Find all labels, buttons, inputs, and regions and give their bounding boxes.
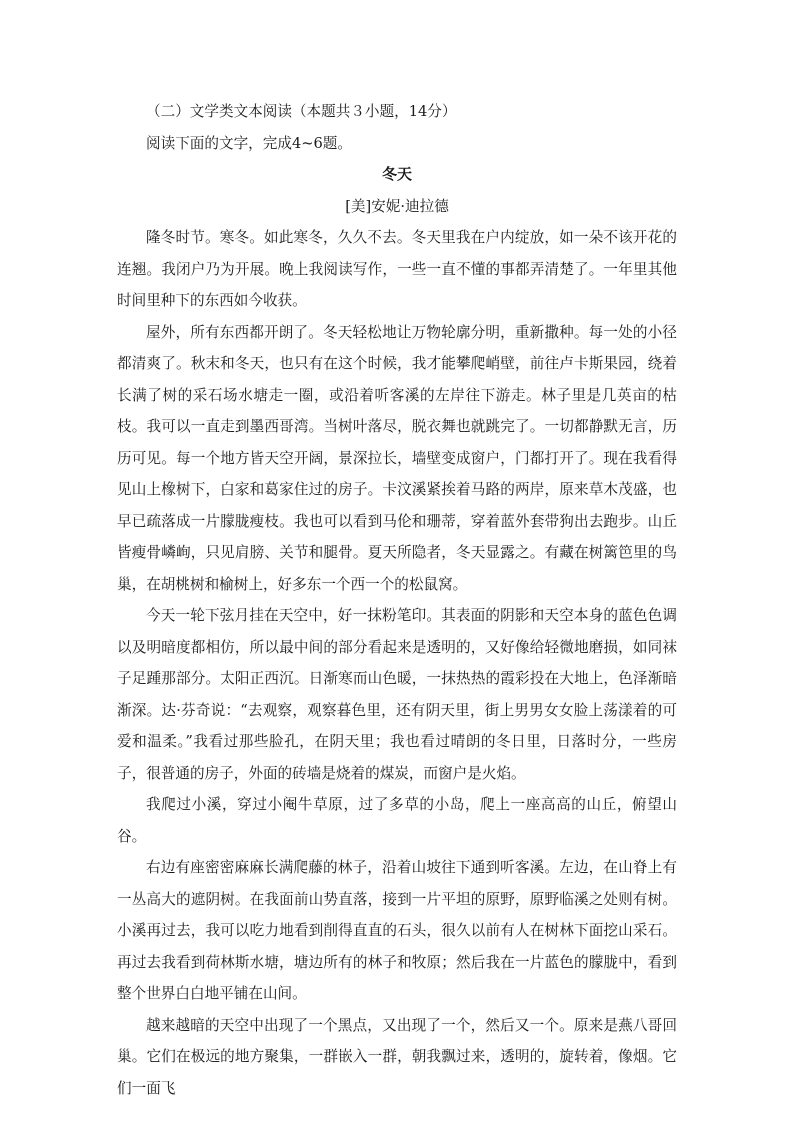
reading-instruction: 阅读下面的文字，完成4~6题。 (146, 134, 352, 152)
paragraph-1: 隆冬时节。寒冬。如此寒冬，久久不去。冬天里我在户内绽放，如一朵不该开花的连翘。我闭户乃为开展。晚上我阅读写作，一些一直不懂的事都弄清楚了。一年里其他时间里种下的东西如今收获。 (117, 229, 677, 309)
article-author: [美]安妮·迪拉德 (345, 197, 449, 215)
paragraph-5: 右边有座密密麻麻长满爬藤的林子，沿着山坡往下通到听客溪。左边，在山脊上有一丛高大的遮阴树。在我面前山势直落，接到一片平坦的原野，原野临溪之处则有树。小溪再过去，我可以吃力地看到削得直直的石头，很久以前有人在树林下面挖山采石。再过去我看到荷林斯水塘，塘边所有的林子和牧原；然后我在一片蓝色的朦胧中，看到整个世界白白地平铺在山间。 (117, 859, 677, 1002)
paragraph-2: 屋外，所有东西都开朗了。冬天轻松地让万物轮廓分明，重新撒种。每一处的小径都清爽了。秋末和冬天，也只有在这个时候，我才能攀爬峭壁，前往卢卡斯果园，绕着长满了树的采石场水塘走一圈，或沿着听客溪的左岸往下游走。林子里是几英亩的枯枝。我可以一直走到墨西哥湾。当树叶落尽，脱衣舞也就跳完了。一切都静默无言，历历可见。每一个地方皆天空开阔，景深拉长，墙壁变成窗户，门都打开了。现在我看得见山上橡树下，白家和葛家住过的房子。卡汶溪紧挨着马路的两岸，原来草木茂盛，也早已疏落成一片朦胧瘦枝。我也可以看到马伦和珊蒂，穿着蓝外套带狗出去跑步。山丘皆瘦骨嶙峋，只见肩膀、关节和腿骨。夏天所隐者，冬天显露之。有藏在树篱笆里的鸟巢，在胡桃树和榆树上，好多东一个西一个的松鼠窝。 (117, 323, 677, 593)
paragraph-6: 越来越暗的天空中出现了一个黑点，又出现了一个，然后又一个。原来是燕八哥回巢。它们在极远的地方聚集，一群嵌入一群，朝我飘过来，透明的，旋转着，像烟。它们一面飞 (117, 1016, 677, 1097)
document-page (117, 96, 677, 1104)
paragraph-4: 我爬过小溪，穿过小阉牛草原，过了多草的小岛，爬上一座高高的山丘，俯望山谷。 (117, 796, 677, 845)
article-title: 冬天 (381, 165, 412, 183)
paragraph-3: 今天一轮下弦月挂在天空中，好一抹粉笔印。其表面的阴影和天空本身的蓝色色调以及明暗度都相仿，所以最中间的部分看起来是透明的，又好像给轻微地磨损，如同袜子足踵那部分。太阳正西沉。日渐寒而山色暖，一抹热热的霞彩投在大地上，色泽渐暗渐深。达·芬奇说：“去观察，观察暮色里，还有阴天里，街上男男女女脸上荡漾着的可爱和温柔。”我看过那些脸孔，在阴天里；我也看过晴朗的冬日里，日落时分，一些房子，很普通的房子，外面的砖墙是烧着的煤炭，而窗户是火焰。 (117, 607, 677, 782)
section-heading: （二）文学类文本阅读（本题共３小题，14分） (146, 103, 457, 120)
